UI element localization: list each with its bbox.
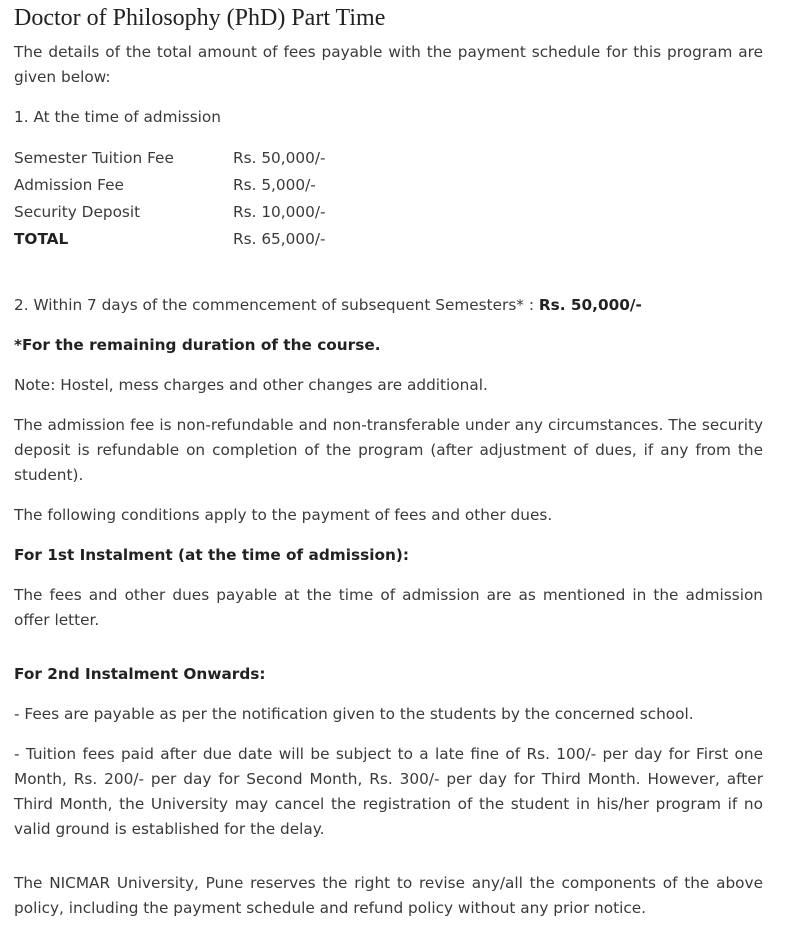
instalment1-heading: For 1st Instalment (at the time of admission):: [14, 546, 409, 564]
table-row: [14, 172, 326, 199]
fee-label: Admission Fee: [14, 176, 124, 194]
fee-label: Semester Tuition Fee: [14, 149, 174, 167]
section2-amount: Rs. 50,000/-: [538, 296, 642, 314]
closing-paragraph: The NICMAR University, Pune reserves the right to revise any/all the components of the above policy, including the payment schedule and refund policy without any prior notice.: [14, 874, 763, 917]
instalment2-point-2: - Tuition fees paid after due date will be subject to a late fine of Rs. 100/- per day for First one Month, Rs. 200/- per day for Second Month, Rs. 300/- per day for Third Month. However, after Third Month, the University may cancel the registration of the student in his/her program if no valid ground is established for the delay.: [14, 745, 763, 838]
fee-amount: Rs. 50,000/-: [233, 149, 326, 167]
table-row-total: [14, 226, 326, 253]
conditions-paragraph: The following conditions apply to the payment of fees and other dues.: [14, 506, 553, 524]
table-row: [14, 199, 326, 226]
refund-paragraph: The admission fee is non-refundable and non-transferable under any circumstances. The security deposit is refundable on completion of the program (after adjustment of dues, if any from the student).: [14, 416, 763, 484]
section2-text: 2. Within 7 days of the commencement of subsequent Semesters* :: [14, 296, 539, 314]
footnote: *For the remaining duration of the course.: [14, 336, 381, 354]
intro-paragraph: The details of the total amount of fees payable with the payment schedule for this program are given below:: [14, 43, 763, 86]
instalment2-point-1: - Fees are payable as per the notification given to the students by the concerned school.: [14, 705, 694, 723]
total-amount: Rs. 65,000/-: [233, 230, 326, 248]
instalment2-heading: For 2nd Instalment Onwards:: [14, 665, 266, 683]
table-row: [14, 145, 326, 172]
section1-heading: 1. At the time of admission: [14, 108, 221, 126]
total-label: TOTAL: [14, 230, 69, 248]
note: Note: Hostel, mess charges and other changes are additional.: [14, 376, 488, 394]
page-title: Doctor of Philosophy (PhD) Part Time: [14, 5, 386, 31]
fee-amount: Rs. 5,000/-: [233, 176, 316, 194]
instalment1-text: The fees and other dues payable at the time of admission are as mentioned in the admission offer letter.: [14, 586, 763, 629]
fee-amount: Rs. 10,000/-: [233, 203, 326, 221]
section2-paragraph: [14, 293, 642, 318]
fee-label: Security Deposit: [14, 203, 141, 221]
fees-table: [14, 145, 326, 253]
